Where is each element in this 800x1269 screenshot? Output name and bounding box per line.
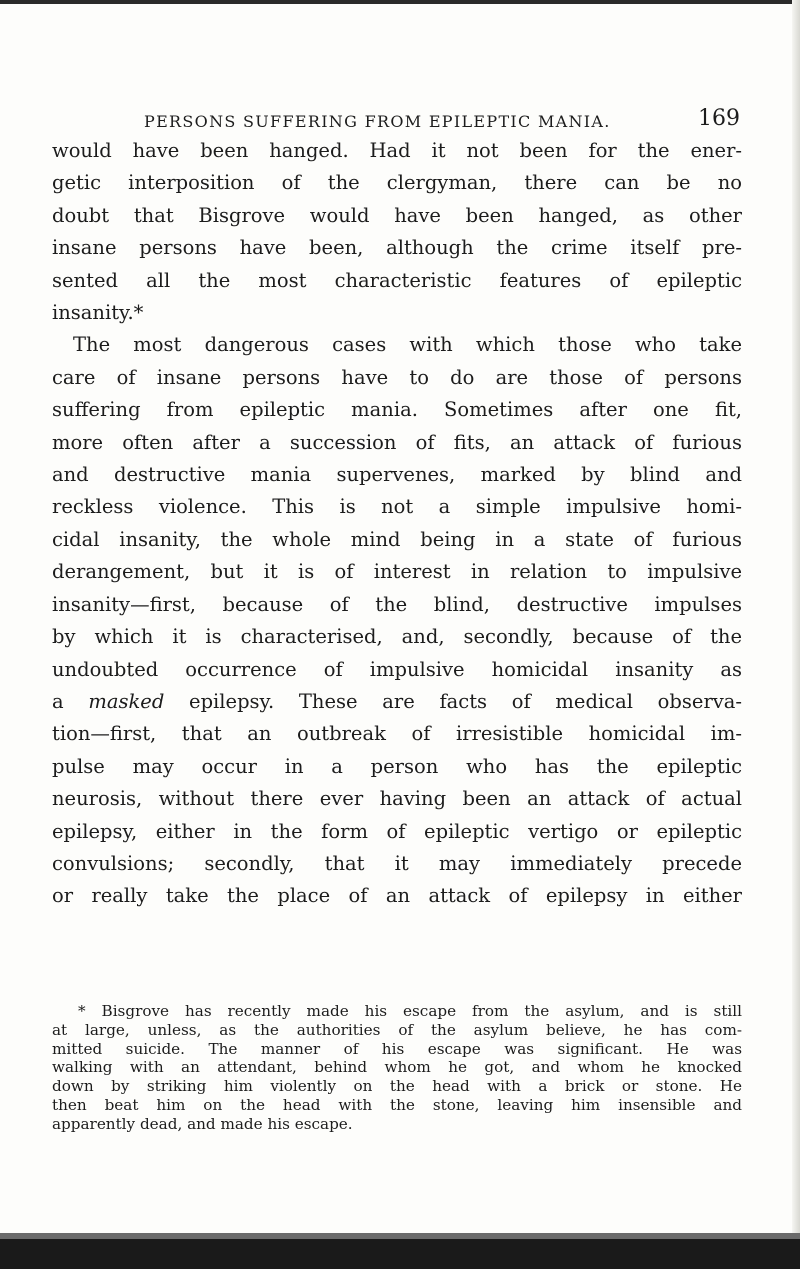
body-line: undoubted occurrence of impulsive homicidal insanity as — [52, 657, 742, 681]
body-line: tion—first, that an outbreak of irresistible homicidal im- — [52, 722, 742, 746]
body-text — [52, 135, 742, 913]
body-line-prefix: a — [52, 689, 89, 713]
body-line: and destructive mania supervenes, marked by blind and — [52, 463, 742, 487]
footnote-line: apparently dead, and made his escape. — [52, 1114, 353, 1133]
page-bottom-edge — [0, 1239, 800, 1269]
footnote — [52, 1002, 742, 1134]
body-line: would have been hanged. Had it not been for the ener- — [52, 139, 742, 162]
body-line: pulse may occur in a person who has the epileptic — [52, 754, 742, 778]
body-line: by which it is characterised, and, secondly, because of the — [52, 625, 742, 649]
body-line: cidal insanity, the whole mind being in a state of furious — [52, 527, 742, 551]
body-line: insane persons have been, although the crime itself pre- — [52, 236, 742, 260]
body-line: insanity—first, because of the blind, destructive impulses — [52, 592, 742, 616]
body-line: convulsions; secondly, that it may immediately precede — [52, 851, 742, 875]
footnote-line: then beat him on the head with the stone, leaving him insensible and — [52, 1095, 742, 1114]
body-line: insanity.* — [52, 301, 144, 325]
page-number: 169 — [698, 106, 740, 131]
footnote-line: walking with an attendant, behind whom he got, and whom he knocked — [52, 1058, 742, 1077]
running-header — [144, 108, 740, 138]
body-line: more often after a succession of fits, an attack of furious — [52, 430, 742, 454]
body-line-with-italic — [52, 686, 742, 718]
footnote-line: down by striking him violently on the head with a brick or stone. He — [52, 1077, 742, 1096]
body-line: sented all the most characteristic features of epileptic — [52, 268, 742, 292]
running-header-title: PERSONS SUFFERING FROM EPILEPTIC MANIA. — [144, 112, 611, 131]
page-top-edge — [0, 0, 800, 4]
body-line: care of insane persons have to do are those of persons — [52, 365, 742, 389]
body-line: suffering from epileptic mania. Sometimes after one fit, — [52, 398, 742, 422]
footnote-line: * Bisgrove has recently made his escape from the asylum, and is still — [78, 1002, 742, 1020]
body-line: neurosis, without there ever having been an attack of actual — [52, 787, 742, 811]
body-line: doubt that Bisgrove would have been hanged, as other — [52, 203, 742, 227]
footnote-line: mitted suicide. The manner of his escape was significant. He was — [52, 1039, 742, 1058]
body-line: epilepsy, either in the form of epileptic vertigo or epileptic — [52, 819, 742, 843]
body-line: getic interposition of the clergyman, there can be no — [52, 171, 742, 195]
body-line: The most dangerous cases with which those who take — [73, 333, 742, 357]
footnote-line: at large, unless, as the authorities of the asylum believe, he has com- — [52, 1020, 742, 1039]
page-right-edge — [792, 0, 800, 1269]
body-line: derangement, but it is of interest in relation to impulsive — [52, 560, 742, 584]
body-line: reckless violence. This is not a simple impulsive homi- — [52, 495, 742, 519]
body-line-rest: epilepsy. These are facts of medical observa- — [189, 689, 743, 713]
body-line: or really take the place of an attack of epilepsy in either — [52, 884, 742, 908]
italic-word: masked — [88, 689, 165, 713]
